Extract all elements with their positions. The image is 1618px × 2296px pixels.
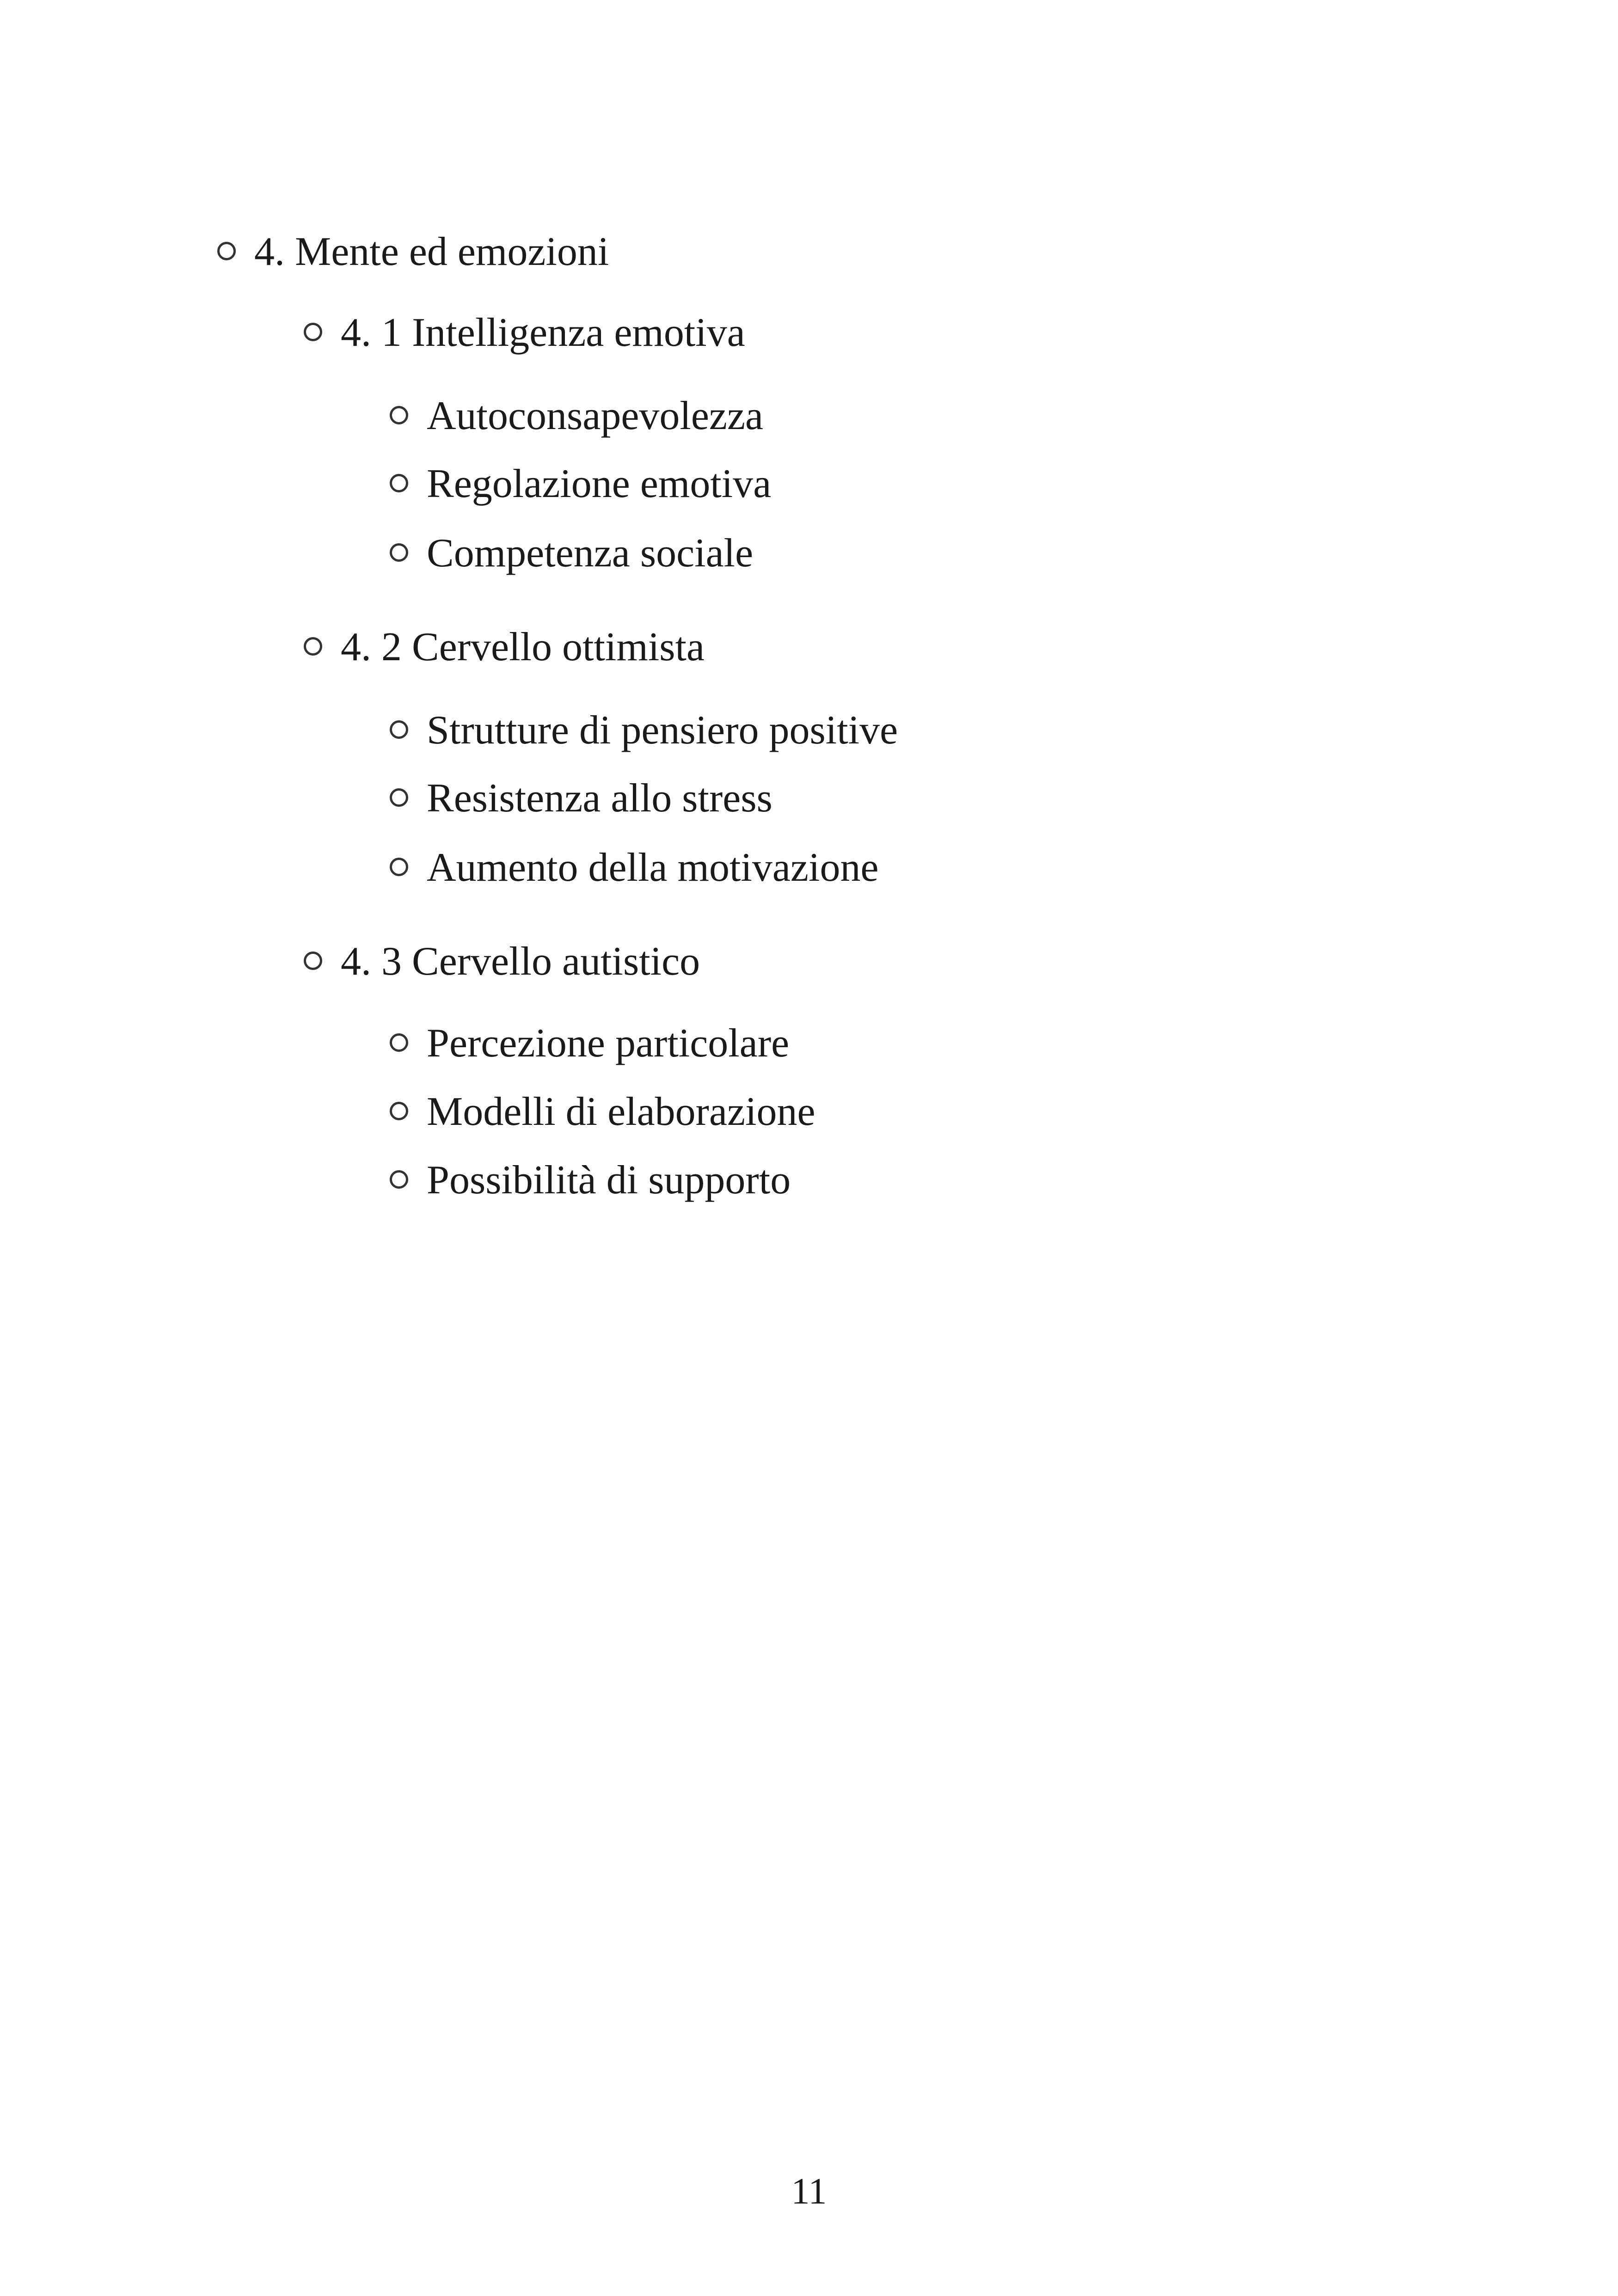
circle-bullet-icon (390, 406, 408, 424)
outline-label: Competenza sociale (427, 531, 754, 576)
outline-label: Regolazione emotiva (427, 461, 772, 506)
outline-label: Percezione particolare (427, 1021, 790, 1066)
outline-label: 4. 1 Intelligenza emotiva (341, 310, 745, 355)
outline-label: Possibilità di supporto (427, 1158, 791, 1203)
outline-item-subsection (390, 393, 763, 439)
circle-bullet-icon (304, 952, 322, 970)
outline-item-subsection (390, 845, 879, 891)
outline-item-section (304, 310, 745, 356)
circle-bullet-icon (390, 858, 408, 876)
outline-label: Autoconsapevolezza (427, 393, 764, 438)
outline-item-subsection (390, 530, 753, 577)
circle-bullet-icon (390, 1102, 408, 1120)
outline-label: 4. Mente ed emozioni (254, 229, 609, 274)
outline-item-chapter (217, 229, 609, 275)
outline-label: Aumento della motivazione (427, 845, 879, 890)
outline-label: 4. 3 Cervello autistico (341, 939, 700, 984)
outline-item-subsection (390, 1020, 789, 1067)
circle-bullet-icon (217, 242, 236, 260)
circle-bullet-icon (390, 1170, 408, 1189)
page-number: 11 (791, 2171, 827, 2212)
outline-item-subsection (390, 461, 771, 507)
outline-item-subsection (390, 1089, 815, 1135)
circle-bullet-icon (390, 720, 408, 739)
outline-item-subsection (390, 707, 898, 754)
outline-label: Resistenza allo stress (427, 776, 772, 821)
outline-item-section (304, 624, 705, 670)
circle-bullet-icon (390, 788, 408, 807)
outline-item-section (304, 939, 700, 985)
outline-label: Strutture di pensiero positive (427, 708, 898, 753)
circle-bullet-icon (304, 637, 322, 656)
circle-bullet-icon (390, 543, 408, 562)
outline-label: Modelli di elaborazione (427, 1089, 815, 1134)
outline-item-subsection (390, 1157, 791, 1203)
outline-item-subsection (390, 775, 772, 822)
circle-bullet-icon (304, 323, 322, 341)
circle-bullet-icon (390, 1033, 408, 1052)
circle-bullet-icon (390, 474, 408, 492)
outline-label: 4. 2 Cervello ottimista (341, 625, 705, 669)
